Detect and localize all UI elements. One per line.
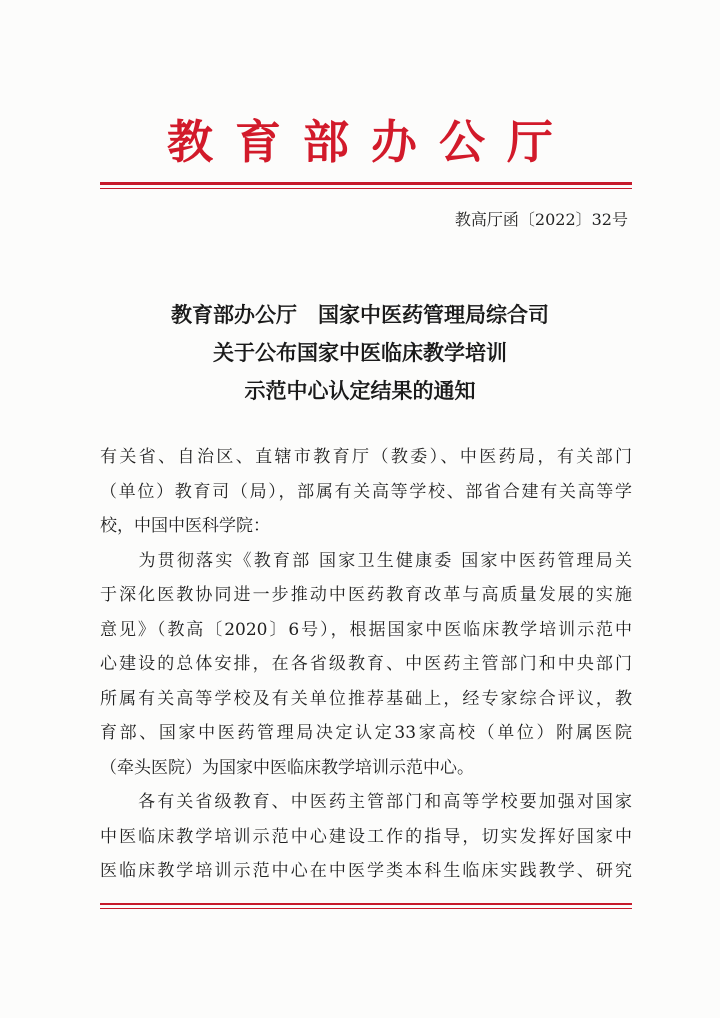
body-line: 各有关省级教育、中医药主管部门和高等学校要加强对国家 — [100, 792, 632, 812]
footer-rule-thick — [100, 903, 632, 905]
body-line: 育部、国家中医药管理局决定认定33家高校（单位）附属医院 — [100, 723, 632, 743]
title-line-1: 教育部办公厅 国家中医药管理局综合司 — [171, 303, 549, 327]
document-number: 教高厅函〔2022〕32号 — [454, 210, 628, 229]
body-line: 有关省、自治区、直辖市教育厅（教委）、中医药局，有关部门 — [100, 447, 632, 467]
masthead-rule-thick — [100, 182, 632, 185]
document-title — [0, 296, 720, 410]
title-line-2: 关于公布国家中医临床教学培训 — [213, 341, 507, 365]
body-line: 中医临床教学培训示范中心建设工作的指导，切实发挥好国家中 — [100, 826, 632, 847]
body-line: 校，中国中医科学院： — [100, 516, 270, 536]
body-line: （单位）教育司（局），部属有关高等学校、部省合建有关高等学 — [100, 481, 632, 502]
body-line: 于深化医教协同进一步推动中医药教育改革与高质量发展的实施 — [100, 585, 632, 605]
title-line-3: 示范中心认定结果的通知 — [244, 379, 476, 403]
masthead-title: 教育部办公厅 — [167, 115, 575, 169]
body-line: 为贯彻落实《教育部 国家卫生健康委 国家中医药管理局关 — [100, 550, 632, 571]
document-body — [100, 440, 632, 889]
footer-rule-thin — [100, 908, 632, 909]
body-line: 意见》（教高〔2020〕6号），根据国家中医临床教学培训示范中 — [100, 619, 632, 640]
body-line: 心建设的总体安排，在各省级教育、中医药主管部门和中央部门 — [100, 654, 632, 674]
body-line: （牵头医院）为国家中医临床教学培训示范中心。 — [100, 757, 474, 778]
masthead-rule-thin — [100, 188, 632, 189]
body-line: 医临床教学培训示范中心在中医学类本科生临床实践教学、研究 — [100, 861, 632, 881]
body-line: 所属有关高等学校及有关单位推荐基础上，经专家综合评议，教 — [100, 688, 632, 709]
